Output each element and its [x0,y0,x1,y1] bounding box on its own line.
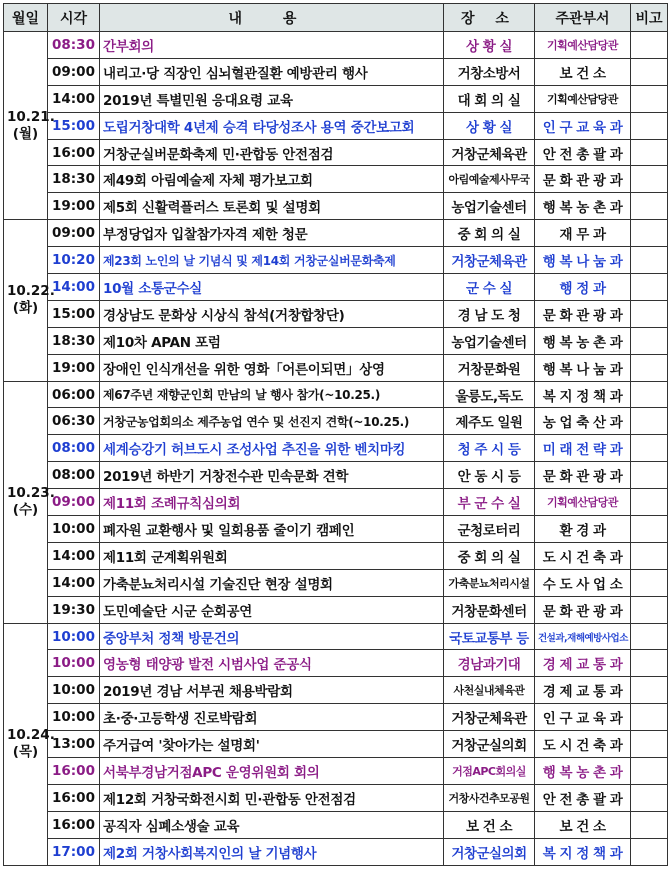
note-cell [631,784,668,811]
dept-cell: 행 복 나 눔 과 [535,354,631,381]
content-cell: 간부회의 [100,32,444,59]
note-cell [631,300,668,327]
note-cell [631,166,668,193]
dept-cell: 인 구 교 육 과 [535,704,631,731]
table-row [4,542,668,569]
date-cell [4,32,55,220]
place-cell: 가축분뇨처리시설 [444,569,535,596]
table-row [4,489,668,516]
place-cell: 청 주 시 등 [444,435,535,462]
place-cell: 거창소방서 [444,58,535,85]
time-cell: 16:00 [48,811,100,838]
date-label: 10.22. [7,283,55,300]
content-cell: 중앙부처 정책 방문건의 [100,623,444,650]
table-row [4,435,668,462]
table-row [4,85,668,112]
dept-cell: 문 화 관 광 과 [535,166,631,193]
content-cell: 2019년 하반기 거창전수관 민속문화 견학 [100,462,444,489]
time-cell: 10:00 [48,704,100,731]
place-cell: 제주도 일원 [444,408,535,435]
table-row [4,327,668,354]
weekday-label: (월) [12,125,39,142]
dept-cell: 복 지 정 책 과 [535,381,631,408]
time-cell: 14:00 [48,569,100,596]
weekday-label: (화) [12,300,39,317]
dept-cell: 행 정 과 [535,274,631,301]
note-cell [631,247,668,274]
note-cell [631,327,668,354]
time-cell: 13:00 [48,731,100,758]
dept-cell: 도 시 건 축 과 [535,731,631,758]
time-cell: 19:30 [48,596,100,623]
place-cell: 거창군체육관 [444,139,535,166]
table-row [4,704,668,731]
content-cell: 제2회 거창사회복지인의 날 기념행사 [100,838,444,865]
table-row [4,354,668,381]
note-cell [631,704,668,731]
table-row [4,381,668,408]
note-cell [631,569,668,596]
time-cell: 10:00 [48,623,100,650]
time-cell: 14:00 [48,85,100,112]
dept-cell: 기획예산담당관 [535,489,631,516]
place-cell: 거창군체육관 [444,247,535,274]
time-cell: 19:00 [48,354,100,381]
table-row [4,300,668,327]
content-cell: 제12회 거창국화전시회 민·관합동 안전점검 [100,784,444,811]
place-cell: 부 군 수 실 [444,489,535,516]
table-row [4,731,668,758]
time-cell: 17:00 [48,838,100,865]
dept-cell: 농 업 축 산 과 [535,408,631,435]
table-row [4,462,668,489]
time-cell: 19:00 [48,193,100,220]
header-note: 비고 [631,4,668,32]
note-cell [631,650,668,677]
place-cell: 거창문화센터 [444,596,535,623]
dept-cell: 인 구 교 육 과 [535,112,631,139]
time-cell: 08:00 [48,462,100,489]
place-cell: 농업기술센터 [444,193,535,220]
place-cell: 경 남 도 청 [444,300,535,327]
weekday-label: (목) [12,744,39,761]
place-cell: 중 회 의 실 [444,220,535,247]
note-cell [631,542,668,569]
content-cell: 2019년 특별민원 응대요령 교육 [100,85,444,112]
place-cell: 보 건 소 [444,811,535,838]
note-cell [631,381,668,408]
date-label: 10.21. [7,108,55,125]
content-cell: 제5회 신활력플러스 토론회 및 설명회 [100,193,444,220]
content-cell: 영농형 태양광 발전 시범사업 준공식 [100,650,444,677]
place-cell: 중 회 의 실 [444,542,535,569]
place-cell: 거창군체육관 [444,704,535,731]
header-date: 월일 [4,4,48,32]
content-cell: 거창군실버문화축제 민·관합동 안전점검 [100,139,444,166]
place-cell: 상 황 실 [444,32,535,59]
table-row [4,220,668,247]
table-row [4,596,668,623]
content-cell: 제11회 군계획위원회 [100,542,444,569]
time-cell: 18:30 [48,327,100,354]
time-cell: 08:30 [48,32,100,59]
note-cell [631,838,668,865]
note-cell [631,274,668,301]
content-cell: 10월 소통군수실 [100,274,444,301]
table-row [4,166,668,193]
content-cell: 제67주년 재향군인회 만남의 날 행사 참가(~10.25.) [100,381,444,408]
note-cell [631,811,668,838]
place-cell: 사천실내체육관 [444,677,535,704]
note-cell [631,516,668,543]
table-row [4,623,668,650]
time-cell: 08:00 [48,435,100,462]
date-cell [4,381,55,623]
time-cell: 06:00 [48,381,100,408]
note-cell [631,58,668,85]
dept-cell: 보 건 소 [535,811,631,838]
time-cell: 14:00 [48,542,100,569]
table-row [4,139,668,166]
date-cell [4,623,55,865]
note-cell [631,489,668,516]
time-cell: 15:00 [48,300,100,327]
table-row [4,784,668,811]
content-cell: 세계승강기 허브도시 조성사업 추진을 위한 벤치마킹 [100,435,444,462]
table-row [4,32,668,59]
table-row [4,569,668,596]
time-cell: 16:00 [48,758,100,785]
content-cell: 가축분뇨처리시설 기술진단 현장 설명회 [100,569,444,596]
time-cell: 15:00 [48,112,100,139]
content-cell: 초·중·고등학생 진로박람회 [100,704,444,731]
content-cell: 도민예술단 시군 순회공연 [100,596,444,623]
dept-cell: 행 복 농 촌 과 [535,758,631,785]
dept-cell: 문 화 관 광 과 [535,300,631,327]
content-cell: 도립거창대학 4년제 승격 타당성조사 용역 중간보고회 [100,112,444,139]
time-cell: 10:00 [48,650,100,677]
note-cell [631,85,668,112]
place-cell: 거점APC회의실 [444,758,535,785]
dept-cell: 문 화 관 광 과 [535,596,631,623]
table-row [4,274,668,301]
note-cell [631,731,668,758]
content-cell: 내리고·당 직장인 심뇌혈관질환 예방관리 행사 [100,58,444,85]
place-cell: 군 수 실 [444,274,535,301]
dept-cell: 재 무 과 [535,220,631,247]
table-row [4,677,668,704]
content-cell: 거창군농업회의소 제주농업 연수 및 선진지 견학(~10.25.) [100,408,444,435]
dept-cell: 행 복 농 촌 과 [535,327,631,354]
dept-cell: 복 지 정 책 과 [535,838,631,865]
place-cell: 경남과기대 [444,650,535,677]
table-row [4,193,668,220]
dept-cell: 경 제 교 통 과 [535,650,631,677]
note-cell [631,220,668,247]
time-cell: 09:00 [48,220,100,247]
place-cell: 상 황 실 [444,112,535,139]
time-cell: 09:00 [48,58,100,85]
place-cell: 거창사건추모공원 [444,784,535,811]
content-cell: 제10차 APAN 포럼 [100,327,444,354]
dept-cell: 행 복 나 눔 과 [535,247,631,274]
content-cell: 서북부경남거점APC 운영위원회 회의 [100,758,444,785]
time-cell: 09:00 [48,489,100,516]
content-cell: 주거급여 '찾아가는 설명회' [100,731,444,758]
dept-cell: 안 전 총 괄 과 [535,139,631,166]
dept-cell: 안 전 총 괄 과 [535,784,631,811]
note-cell [631,354,668,381]
place-cell: 아림예술제사무국 [444,166,535,193]
date-cell [4,220,55,381]
time-cell: 10:00 [48,516,100,543]
place-cell: 거창군실의회 [444,731,535,758]
content-cell: 부정당업자 입찰참가자격 제한 청문 [100,220,444,247]
table-row [4,58,668,85]
table-row [4,838,668,865]
header-content: 내 용 [100,4,444,32]
note-cell [631,596,668,623]
content-cell: 제23회 노인의 날 기념식 및 제14회 거창군실버문화축제 [100,247,444,274]
place-cell: 농업기술센터 [444,327,535,354]
dept-cell: 경 제 교 통 과 [535,677,631,704]
note-cell [631,139,668,166]
place-cell: 대 회 의 실 [444,85,535,112]
dept-cell: 행 복 농 촌 과 [535,193,631,220]
content-cell: 장애인 인식개선을 위한 영화「어른이되면」상영 [100,354,444,381]
time-cell: 06:30 [48,408,100,435]
time-cell: 10:00 [48,677,100,704]
note-cell [631,623,668,650]
content-cell: 제11회 조례규칙심의회 [100,489,444,516]
content-cell: 폐자원 교환행사 및 일회용품 줄이기 캠페인 [100,516,444,543]
table-row [4,408,668,435]
schedule-table [3,3,668,866]
table-row [4,758,668,785]
table-row [4,112,668,139]
note-cell [631,462,668,489]
dept-cell: 기획예산담당관 [535,32,631,59]
time-cell: 10:20 [48,247,100,274]
weekday-label: (수) [12,502,39,519]
time-cell: 16:00 [48,139,100,166]
note-cell [631,193,668,220]
dept-cell: 문 화 관 광 과 [535,462,631,489]
time-cell: 14:00 [48,274,100,301]
dept-cell: 도 시 건 축 과 [535,542,631,569]
note-cell [631,435,668,462]
dept-cell: 보 건 소 [535,58,631,85]
content-cell: 공직자 심폐소생술 교육 [100,811,444,838]
note-cell [631,677,668,704]
content-cell: 경상남도 문화상 시상식 참석(거창합창단) [100,300,444,327]
header-row [4,4,668,32]
table-row [4,247,668,274]
place-cell: 국토교통부 등 [444,623,535,650]
place-cell: 안 동 시 등 [444,462,535,489]
dept-cell: 건설과,재해예방사업소 [535,623,631,650]
table-row [4,811,668,838]
place-cell: 울릉도,독도 [444,381,535,408]
note-cell [631,32,668,59]
table-row [4,516,668,543]
note-cell [631,758,668,785]
date-label: 10.23. [7,485,55,502]
dept-cell: 환 경 과 [535,516,631,543]
content-cell: 제49회 아림예술제 자체 평가보고회 [100,166,444,193]
dept-cell: 수 도 사 업 소 [535,569,631,596]
header-dept: 주관부서 [535,4,631,32]
note-cell [631,112,668,139]
content-cell: 2019년 경남 서부권 채용박람회 [100,677,444,704]
place-cell: 거창군실의회 [444,838,535,865]
table-row [4,650,668,677]
note-cell [631,408,668,435]
dept-cell: 미 래 전 략 과 [535,435,631,462]
time-cell: 18:30 [48,166,100,193]
time-cell: 16:00 [48,784,100,811]
date-label: 10.24. [7,727,55,744]
place-cell: 거창문화원 [444,354,535,381]
place-cell: 군청로터리 [444,516,535,543]
dept-cell: 기획예산담당관 [535,85,631,112]
header-time: 시각 [48,4,100,32]
schedule-body [4,32,668,866]
header-place: 장 소 [444,4,535,32]
